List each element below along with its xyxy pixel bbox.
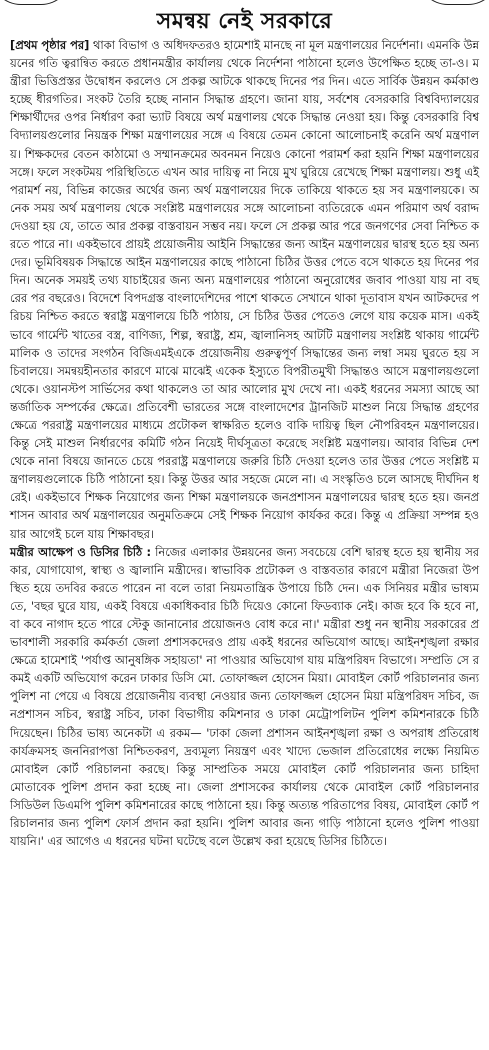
subheading: মন্ত্রীর আক্ষেপ ও ডিসির চিঠি : xyxy=(10,544,152,559)
paragraph-1-text: থাকা বিভাগ ও অধিদফতরও হামেশাই মানছে না মূল মন্ত্রণালয়ের নির্দেশনা। এমনকি উন্নয়নের গতি ত্বরান্বিত করতে প্রধানমন্ত্রীর কার্যালয় থেকে নির্দেশনা পাঠানো হলেও উপেক্ষিত হচ্ছে তা-ও। মন্ত্রীরা ভিত্তিপ্রস্তর উদ্বোধন করলেও সে প্রকল্প আটকে থাকছে দিনের পর দিন। এতে সার্বিক উন্নয়ন কর্মকাণ্ড হচ্ছে ধীরগতির। সংকট তৈরি হচ্ছে নানান সিদ্ধান্ত গ্রহণে। জানা যায়, সর্বশেষ বেসরকারি বিশ্ববিদ্যালয়ের শিক্ষার্থীদের ওপর নির্ধারণ করা ভ্যাট বিষয়ে অর্থ মন্ত্রণালয় থেকে সিদ্ধান্ত নেওয়া হয়। কিন্তু বেসরকারি বিশ্ববিদ্যালয়গুলোর নিয়ন্ত্রক শিক্ষা মন্ত্রণালয়ের সঙ্গে এ বিষয়ে তেমন কোনো আলোচনাই করেনি অর্থ মন্ত্রণালয়। শিক্ষকদের বেতন কাঠামো ও সম্মানক্রমের অবনমন নিয়েও কোনো পরামর্শ করা হয়নি শিক্ষা মন্ত্রণালয়ের সঙ্গে। ফলে সংকটময় পরিস্থিতিতে এখন আর দায়িত্ব না নিয়ে মুখ ঘুরিয়ে রেখেছে শিক্ষা মন্ত্রণালয়। শুধু এই পরামর্শ নয়, বিভিন্ন কাজের অর্থের জন্য অর্থ মন্ত্রণালয়ের দিকে তাকিয়ে থাকতে হয় সব মন্ত্রণালয়কে। অনেক সময় অর্থ মন্ত্রণালয় থেকে সংশ্লিষ্ট মন্ত্রণালয়ের সঙ্গে আলোচনা ব্যতিরেকে এমন পরিমাণ অর্থ বরাদ্দ দেওয়া হয় যে, তাতে আর প্রকল্প বাস্তবায়ন সম্ভব নয়। ফলে সে প্রকল্প আর পরে জনগণের সেবা নিশ্চিত করতে পারে না। একইভাবে প্রায়ই প্রয়োজনীয় আইনি সিদ্ধান্তের জন্য আইন মন্ত্রণালয়ের দ্বারস্থ হতে হয় অন্যদের। ভূমিবিষয়ক সিদ্ধান্তে আইন মন্ত্রণালয়ের কাছে পাঠানো চিঠির উত্তর পেতে বসে থাকতে হয় দিনের পর দিন। অনেক সময়ই তথ্য যাচাইয়ের জন্য অন্য মন্ত্রণালয়ের পাঠানো অনুরোধের জবাব পাওয়া যায় না বছরের পর বছরেও। বিদেশে বিপদগ্রস্ত বাংলাদেশিদের পাশে থাকতে সেখানে থাকা দূতাবাস যখন আটকদের পরিচয় নিশ্চিত করতে স্বরাষ্ট্র মন্ত্রণালয়ে চিঠি পাঠায়, সে চিঠির উত্তর পেতেও লেগে যায় কয়েক মাস। একই ভাবে গার্মেন্ট খাতের বস্ত্র, বাণিজ্য, শিল্প, স্বরাষ্ট্র, শ্রম, জ্বালানিসহ আটটি মন্ত্রণালয় সংশ্লিষ্ট থাকায় গার্মেন্ট মালিক ও তাদের সংগঠন বিজিএমইএকে প্রয়োজনীয় গুরুত্বপূর্ণ সিদ্ধান্তের জন্য লম্বা সময় ঘুরতে হয় সচিবালয়ে। সমন্বয়হীনতার কারণে মাঝে মাঝেই একেক ইস্যুতে বিপরীতমুখী সিদ্ধান্তও আসে মন্ত্রণালয়গুলো থেকে। ওয়ানস্টপ সার্ভিসের কথা থাকলেও তা আর আলোর মুখ দেখে না। একই ধরনের সমস্যা আছে আন্তর্জাতিক সম্পর্কের ক্ষেত্রে। প্রতিবেশী ভারতের সঙ্গে বাংলাদেশের ট্রানজিট মাশুল নিয়ে সিদ্ধান্ত গ্রহণের ক্ষেত্রে পররাষ্ট্র মন্ত্রণালয়ের মাধ্যমে প্রটোকল স্বাক্ষরিত হলেও বাকি দায়িত্ব ছিল নৌপরিবহন মন্ত্রণালয়ের। কিন্তু সেই মাশুল নির্ধারণের কমিটি গঠন নিয়েই দীর্ঘসূত্রতা করেছে সংশ্লিষ্ট মন্ত্রণালয়। আবার বিভিন্ন দেশ থেকে নানা বিষয়ে জানতে চেয়ে পররাষ্ট্র মন্ত্রণালয়ে জরুরি চিঠি দেওয়া হলেও তার উত্তর পেতে সংশ্লিষ্ট মন্ত্রণালয়গুলোকে চিঠি পাঠানো হয়। কিন্তু উত্তর আর সহজে মেলে না। এ সংস্কৃতিও চলে আসছে দীর্ঘদিন ধরেই। একইভাবে শিক্ষক নিয়োগের জন্য শিক্ষা মন্ত্রণালয়কে জনপ্রশাসন মন্ত্রণালয়ের দ্বারস্থ হতে হয়। জনপ্রশাসন আবার অর্থ মন্ত্রণালয়ের অনুমতিক্রমে সেই শিক্ষক নিয়োগ কার্যকর করে। কিন্তু এ প্রক্রিয়া সম্পন্ন হওয়ার আগেই চলে যায় শিক্ষাবছর। xyxy=(10,38,479,541)
paragraph-1 xyxy=(10,36,479,543)
article-body xyxy=(10,36,479,850)
article-headline: সমন্বয় নেই সরকারে xyxy=(156,9,333,34)
paragraph-2-text: নিজের এলাকার উন্নয়নের জন্য সবচেয়ে বেশি দ্বারস্থ হতে হয় স্থানীয় সরকার, যোগাযোগ, স্বাস্থ্য ও জ্বালানি মন্ত্রীদের। স্বাভাবিক প্রটোকল ও বাস্তবতার কারণে মন্ত্রীরা নিজেরা উপস্থিত হয়ে তদবির করতে পারেন না বলে তারা নিয়মতান্ত্রিক উপায়ে চিঠি দেন। এক সিনিয়র মন্ত্রীর ভাষ্যমতে, 'বছর ঘুরে যায়, একই বিষয়ে একাধিকবার চিঠি দিয়েও কোনো ফিডব্যাক নেই। কাজ হবে কি হবে না, বা কবে নাগাদ হতে পারে স্টেকু জানানোর প্রয়োজনও বোধ করে না।' মন্ত্রীরা শুধু নন স্থানীয় সরকারের প্রভাবশালী সরকারি কর্মকর্তা জেলা প্রশাসকদেরও প্রায় একই ধরনের অভিযোগ আছে। আইনশৃঙ্খলা রক্ষার ক্ষেত্রে হামেশাই 'পর্যাপ্ত আনুষঙ্গিক সহায়তা' না পাওয়ার অভিযোগ যায় মন্ত্রিপরিষদ বিভাগে। সম্প্রতি সে রকমই একটি অভিযোগ করেন ঢাকার ডিসি মো. তোফাজ্জল হোসেন মিয়া। মোবাইল কোর্ট পরিচালনার জন্য পুলিশ না পেয়ে এ বিষয়ে প্রয়োজনীয় ব্যবস্থা নেওয়ার জন্য তোফাজ্জল হোসেন মিয়া মন্ত্রিপরিষদ সচিব, জনপ্রশাসন সচিব, স্বরাষ্ট্র সচিব, ঢাকা বিভাগীয় কমিশনার ও ঢাকা মেট্রোপলিটন পুলিশ কমিশনারকে চিঠি দিয়েছেন। চিঠির ভাষ্য অনেকটা এ রকম— 'ঢাকা জেলা প্রশাসন আইনশৃঙ্খলা রক্ষা ও অপরাধ প্রতিরোধ কার্যক্রমসহ জননিরাপত্তা নিশ্চিতকরণ, দ্রব্যমূল্য নিয়ন্ত্রণ এবং খাদ্যে ভেজাল প্রতিরোধের লক্ষ্যে নিয়মিত মোবাইল কোর্ট পরিচালনা করছে। কিন্তু সাম্প্রতিক সময়ে মোবাইল কোর্ট পরিচালনার জন্য চাহিদা মোতাবেক পুলিশ প্রদান করা হচ্ছে না। জেলা প্রশাসকের কার্যালয় থেকে মোবাইল কোর্ট পরিচালনার সিডিউল ডিএমপি পুলিশ কমিশনারের কাছে পাঠানো হয়। কিন্তু অত্যন্ত পরিতাপের বিষয়, মোবাইল কোর্ট পরিচালনার জন্য পুলিশ ফোর্স প্রদান করা হয়নি। পুলিশ আবার জন্য গাড়ি পাঠানো হলেও পুলিশ পাওয়া যায়নি।' এর আগেও এ ধরনের ঘটনা ঘটেছে বলে উল্লেখ করা হয়েছে ডিসির চিঠিতে। xyxy=(10,544,479,849)
continuation-marker: [প্রথম পৃষ্ঠার পর] xyxy=(10,38,90,52)
paragraph-2 xyxy=(10,543,479,851)
